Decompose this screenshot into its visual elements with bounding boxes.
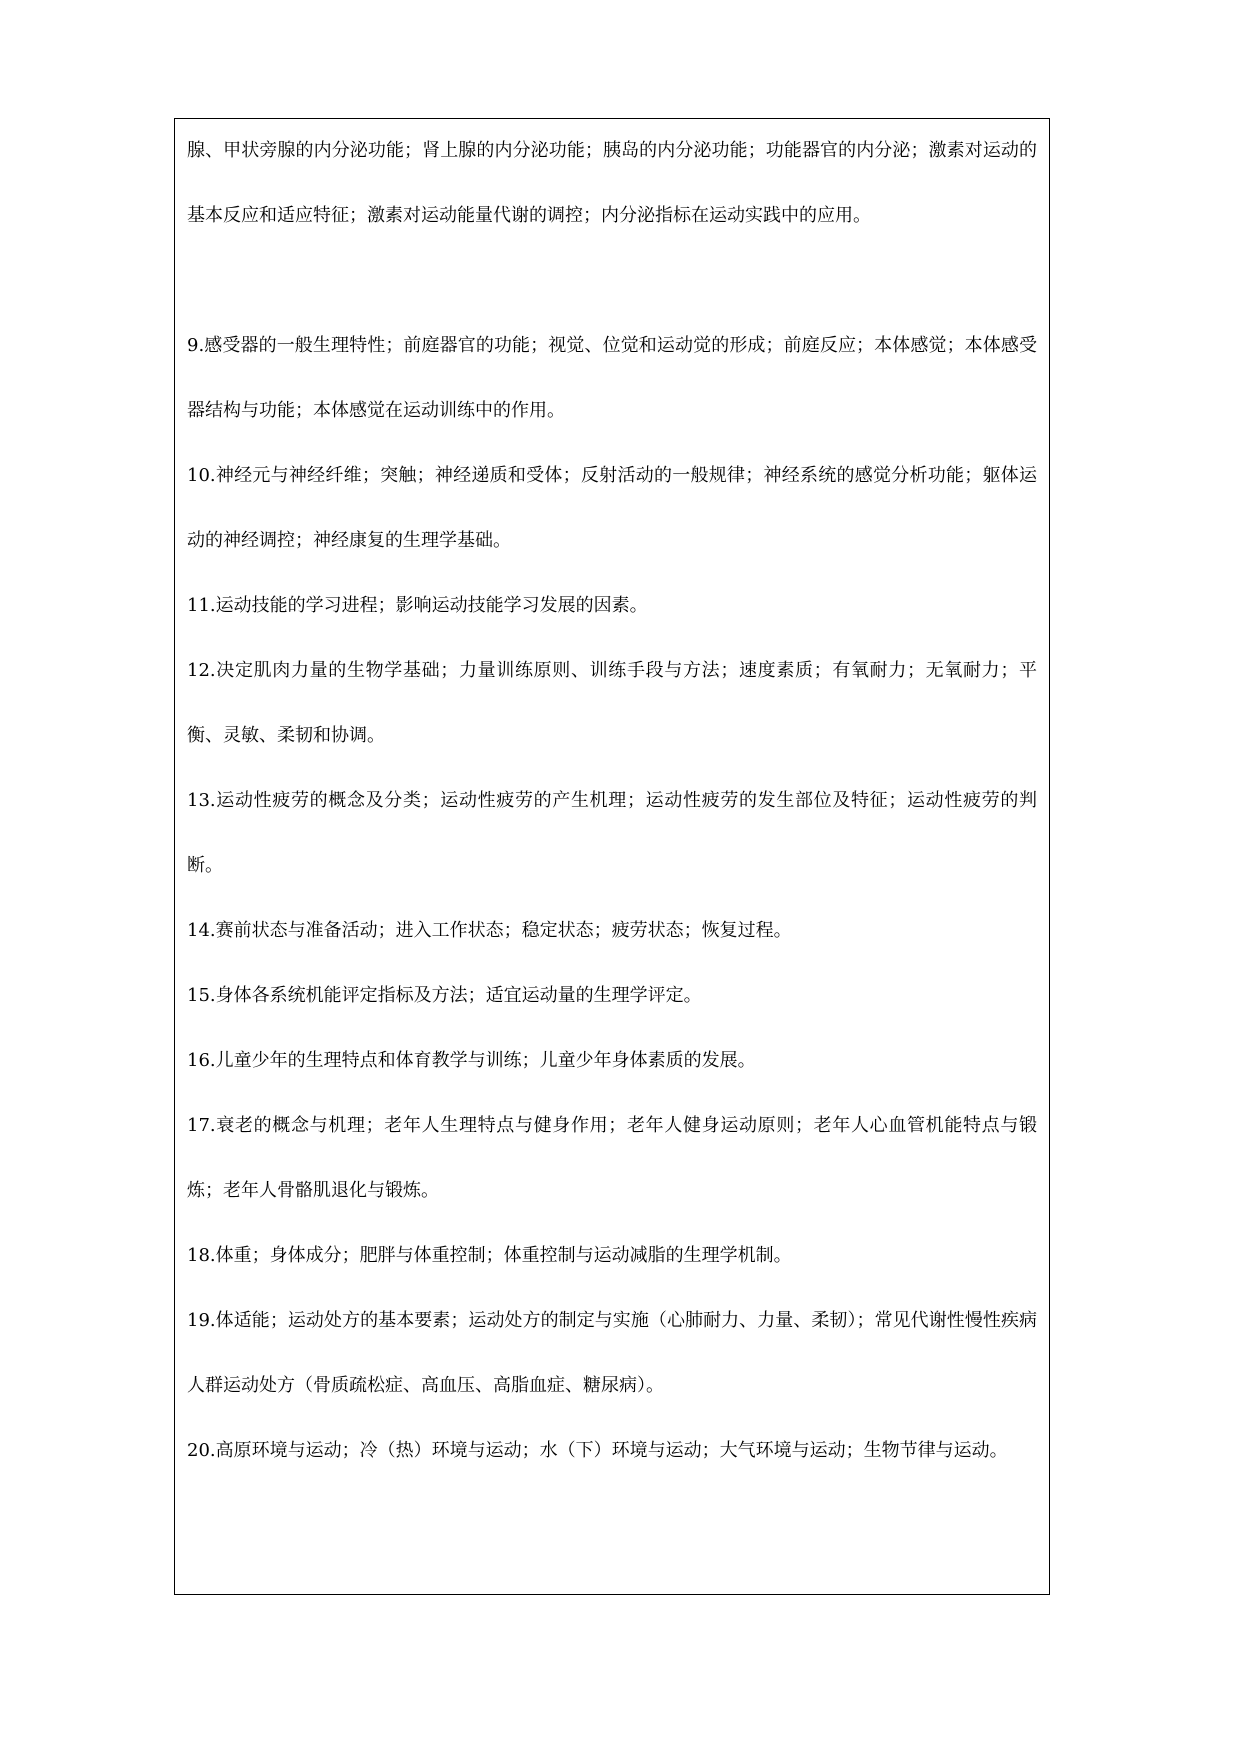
paragraph-item-19: 19.体适能；运动处方的基本要素；运动处方的制定与实施（心肺耐力、力量、柔韧）；常见代谢性慢性疾病人群运动处方（骨质疏松症、高血压、高脂血症、糖尿病）。: [187, 1310, 1037, 1396]
paragraph-item-14: 14.赛前状态与准备活动；进入工作状态；稳定状态；疲劳状态；恢复过程。: [187, 920, 792, 941]
paragraph-item-10: 10.神经元与神经纤维；突触；神经递质和受体；反射活动的一般规律；神经系统的感觉分析功能；躯体运动的神经调控；神经康复的生理学基础。: [187, 465, 1037, 551]
paragraph-item-16: 16.儿童少年的生理特点和体育教学与训练；儿童少年身体素质的发展。: [187, 1050, 756, 1071]
paragraph-item-15: 15.身体各系统机能评定指标及方法；适宜运动量的生理学评定。: [187, 985, 702, 1006]
paragraph-item-12: 12.决定肌肉力量的生物学基础；力量训练原则、训练手段与方法；速度素质；有氧耐力；无氧耐力；平衡、灵敏、柔韧和协调。: [187, 660, 1037, 746]
paragraph-item-13: 13.运动性疲劳的概念及分类；运动性疲劳的产生机理；运动性疲劳的发生部位及特征；运动性疲劳的判断。: [187, 790, 1037, 876]
paragraph-endocrine-continued: 腺、甲状旁腺的内分泌功能；肾上腺的内分泌功能；胰岛的内分泌功能；功能器官的内分泌；激素对运动的基本反应和适应特征；激素对运动能量代谢的调控；内分泌指标在运动实践中的应用。: [187, 140, 1037, 226]
paragraph-item-18: 18.体重；身体成分；肥胖与体重控制；体重控制与运动减脂的生理学机制。: [187, 1245, 792, 1266]
paragraph-item-17: 17.衰老的概念与机理；老年人生理特点与健身作用；老年人健身运动原则；老年人心血管机能特点与锻炼；老年人骨骼肌退化与锻炼。: [187, 1115, 1037, 1201]
paragraph-item-20: 20.高原环境与运动；冷（热）环境与运动；水（下）环境与运动；大气环境与运动；生物节律与运动。: [187, 1440, 1008, 1461]
paragraph-item-9: 9.感受器的一般生理特性；前庭器官的功能；视觉、位觉和运动觉的形成；前庭反应；本体感觉；本体感受器结构与功能；本体感觉在运动训练中的作用。: [187, 335, 1037, 421]
paragraph-item-11: 11.运动技能的学习进程；影响运动技能学习发展的因素。: [187, 595, 648, 616]
